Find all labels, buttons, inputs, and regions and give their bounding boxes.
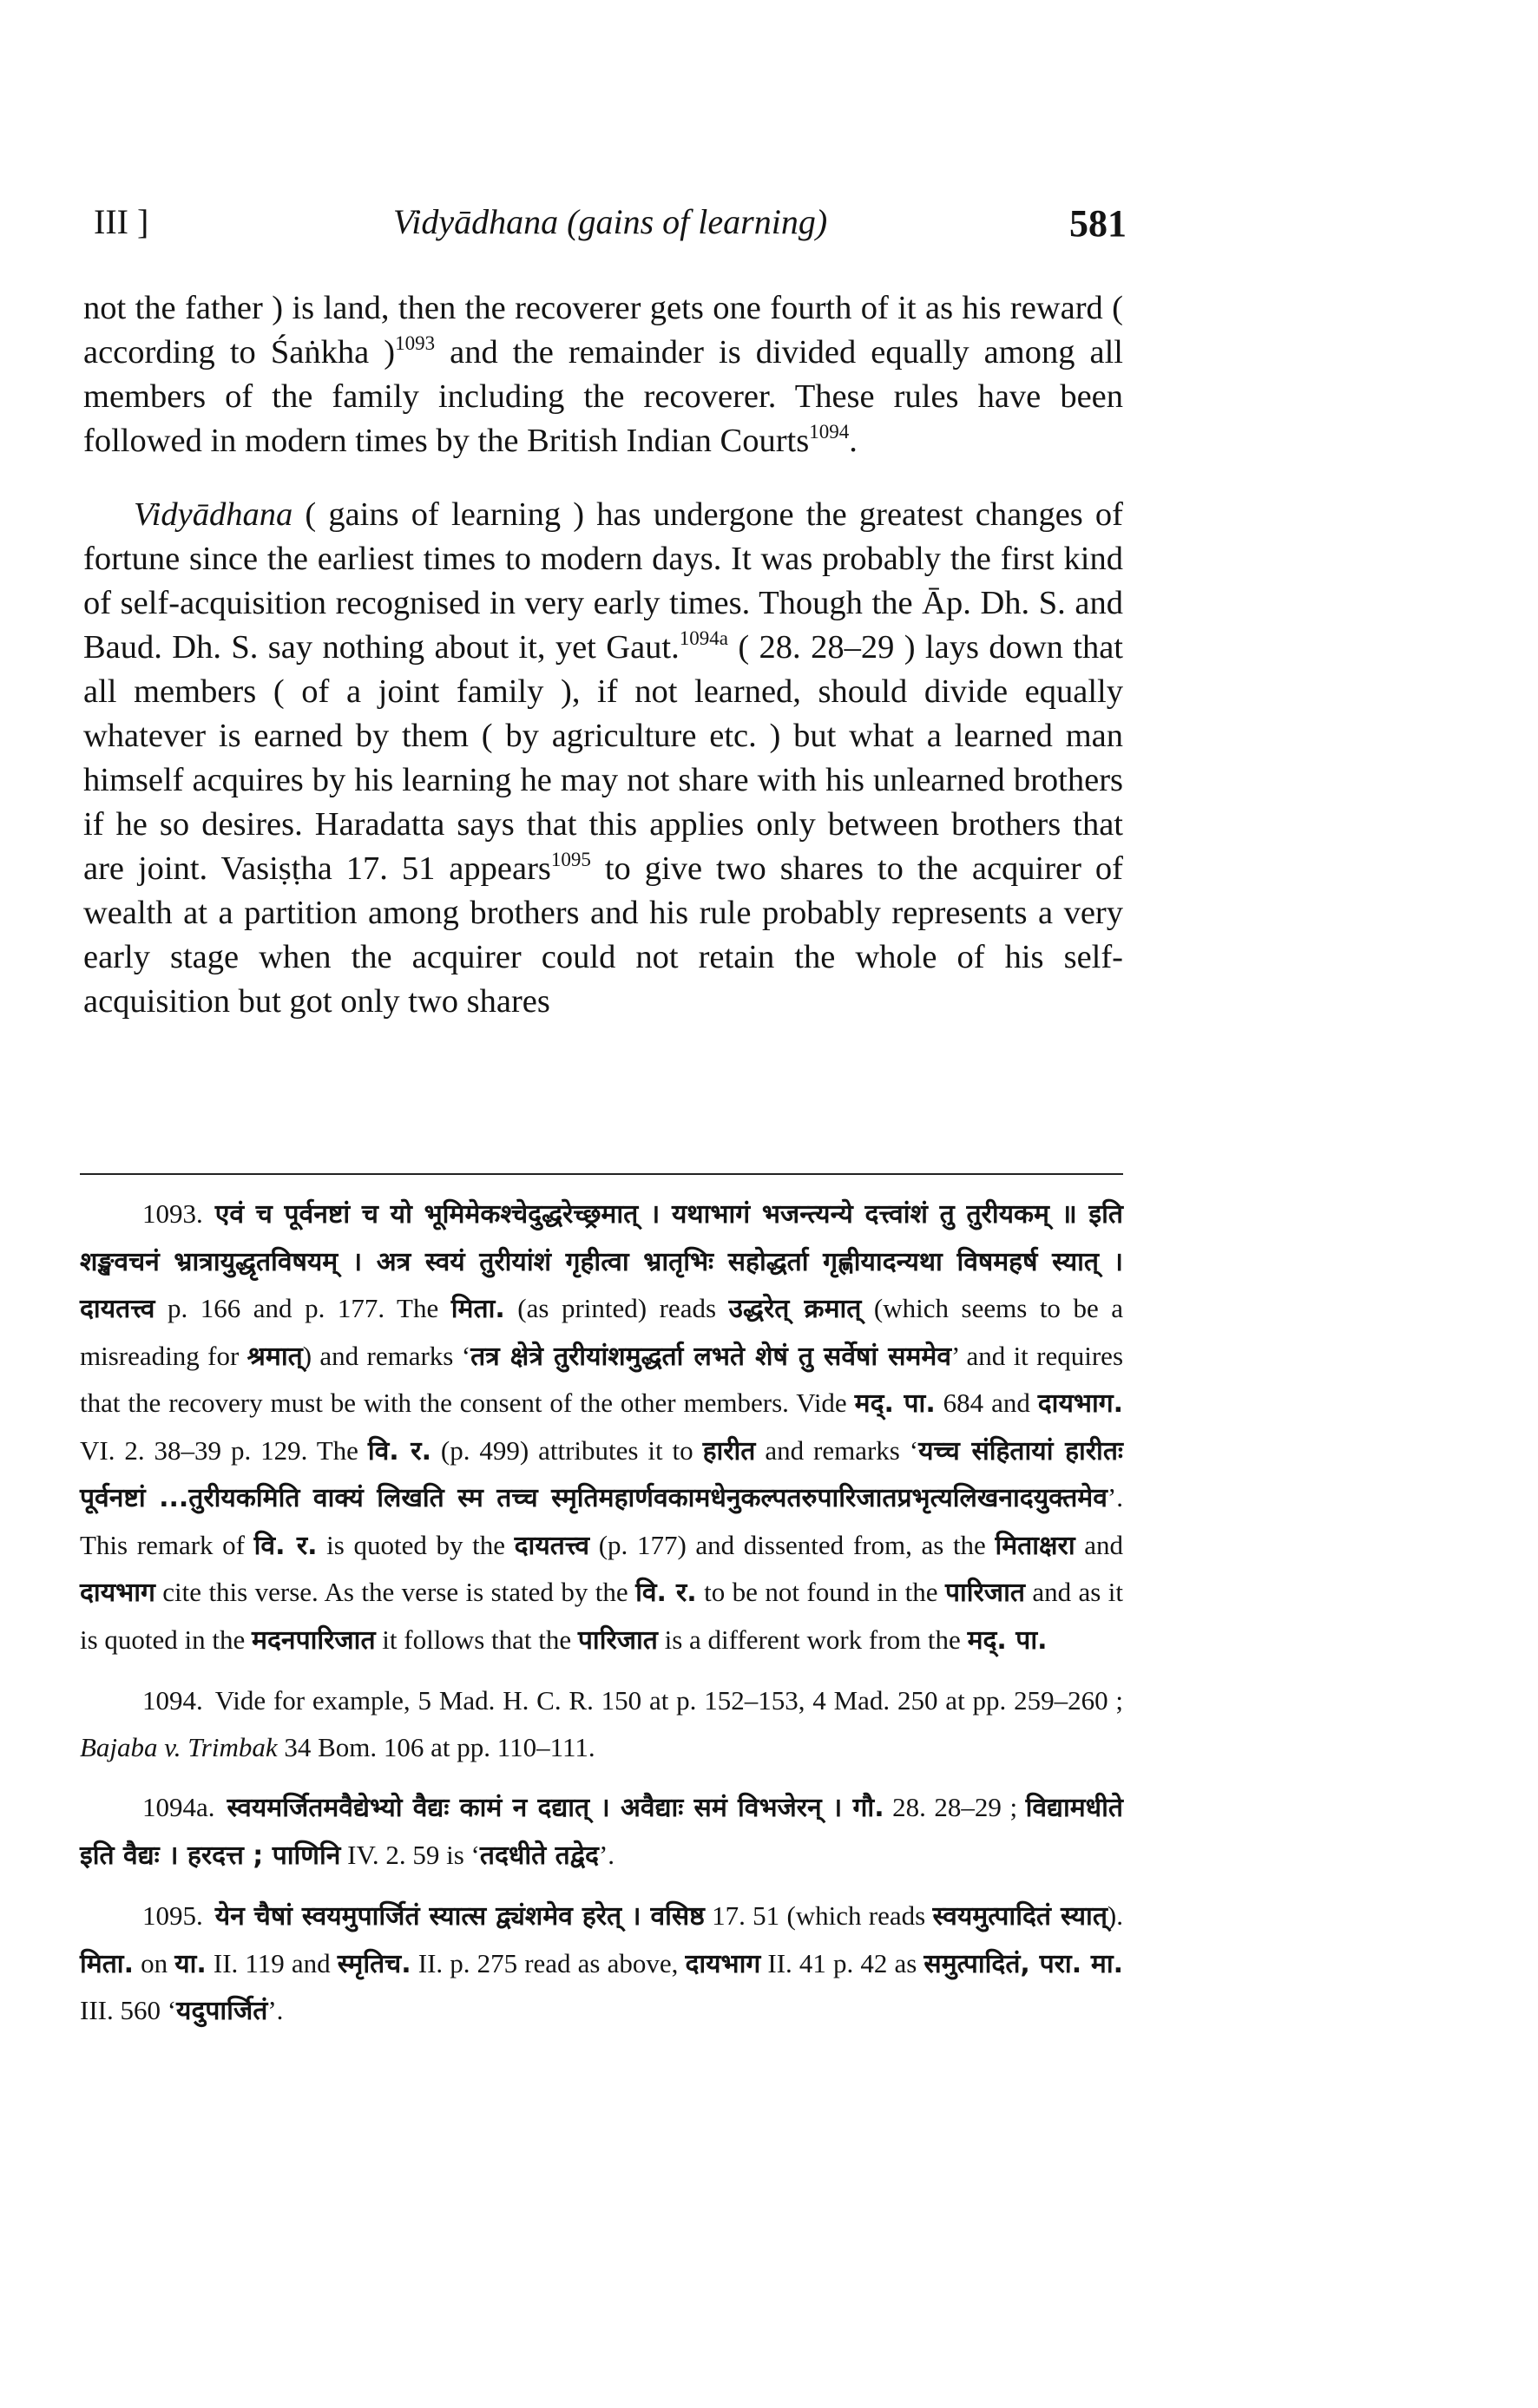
paragraph-2: Vidyādhana ( gains of learning ) has undergone the greatest changes of fortune since the earliest times to modern days. It was probably the first kind of self-acquisition recognised in very early times. Though the Āp. Dh. S. and Baud. Dh. S. say nothing about it, yet Gaut.$^{1094a}$ ( 28. 28–29 ) lays down that all members ( of a joint family ), if not learned, should divide equally whatever is earned by them ( by agriculture etc. ) but what a learned man himself acquires by his learning he may not share with his unlearned brothers if he so desires. Haradatta says that this applies only between brothers that are joint. Vasiṣṭha 17. 51 appears$^{1095}$ to give two shares to the acquirer of wealth at a partition among brothers and his rule probably represents a very early stage when the acquirer could not retain the whole of his self-acquisition but got only two shares bbox=[83, 496, 1123, 1020]
footnote-number: 1094. bbox=[142, 1685, 203, 1716]
paragraph-1: not the father ) is land, then the recoverer gets one fourth of it as his reward ( according to Śaṅkha )$^{1093}$ and the remainder is divided equally among all members of the family including the recoverer. These rules have been followed in modern times by the British Indian Courts$^{1094}$. bbox=[83, 290, 1123, 459]
running-header bbox=[94, 201, 1127, 253]
running-title: Vidyādhana (gains of learning) bbox=[392, 202, 828, 241]
footnote-number: 1094a. bbox=[142, 1792, 215, 1822]
footnote-ref-1094[interactable]: 1094 bbox=[809, 421, 850, 443]
footnote-number: 1093. bbox=[142, 1198, 203, 1229]
case-name: Bajaba v. Trimbak bbox=[80, 1731, 278, 1762]
footnote-number: 1095. bbox=[142, 1900, 203, 1931]
section-number: III ] bbox=[94, 202, 149, 241]
term-vidyadhana: Vidyādhana bbox=[134, 496, 293, 533]
footnote-1093: 1093. एवं च पूर्वनष्टां च यो भूमिमेकश्चेदुद्धरेच्छ्रमात् । यथाभागं भजन्त्यन्ये दत्त्वांशं तु तुरीयकम् ॥ इति शङ्खवचनं भ्रात्रायुद्धृतविषयम् । अत्र स्वयं तुरीयांशं गृहीत्वा भ्रातृभिः सहोद्धर्ता गृह्णीयादन्यथा विषमहर्ष स्यात् । दायतत्त्व p. 166 and p. 177. The मिता. (as printed) reads उद्धरेत् क्रमात् (which seems to be a misreading for श्रमात्) and remarks ‘तत्र क्षेत्रे तुरीयांशमुद्धर्ता लभते शेषं तु सर्वेषां सममेव’ and it requires that the recovery must be with the consent of the other members. Vide मद्. पा. 684 and दायभाग. VI. 2. 38–39 p. 129. The वि. र. (p. 499) attributes it to हारीत and remarks ‘यच्च संहितायां हारीतः पूर्वनष्टां ...तुरीयकमिति वाक्यं लिखति स्म तच्च स्मृतिमहार्णवकामधेनुकल्पतरुपारिजातप्रभृत्यलिखनादयुक्तमेव’. This remark of वि. र. is quoted by the दायतत्त्व (p. 177) and dissented from, as the मिताक्षरा and दायभाग cite this verse. As the verse is stated by the वि. र. to be not found in the पारिजात and as it is quoted in the मदनपारिजात it follows that the पारिजात is a different work from the मद्. पा. bbox=[80, 1198, 1124, 1656]
main-text bbox=[83, 286, 1123, 1024]
page-number: 581 bbox=[1069, 202, 1127, 245]
footnote-1094a: 1094a. स्वयमर्जितमवैद्येभ्यो वैद्यः कामं न दद्यात् । अवैद्याः समं विभजेरन् । गौ. 28. 28–29 ; विद्यामधीते इति वैद्यः । हरदत्त ; पाणिनि IV. 2. 59 is ‘तदधीते तद्वेद’. bbox=[80, 1792, 1123, 1871]
footnote-ref-1093[interactable]: 1093 bbox=[395, 332, 436, 355]
footnote-divider bbox=[80, 1173, 1123, 1175]
footnote-ref-1094a[interactable]: 1094a bbox=[679, 627, 728, 650]
footnotes bbox=[80, 1191, 1123, 2035]
footnote-1094: 1094. Vide for example, 5 Mad. H. C. R. 150 at p. 152–153, 4 Mad. 250 at pp. 259–260 ; Bajaba v. Trimbak 34 Bom. 106 at pp. 110–111. bbox=[80, 1685, 1123, 1762]
footnote-ref-1095[interactable]: 1095 bbox=[550, 849, 591, 871]
footnote-1095: 1095. येन चैषां स्वयमुपार्जितं स्यात्स द्व्यंशमेव हरेत् । वसिष्ठ 17. 51 (which reads स्वयमुत्पादितं स्यात्). मिता. on या. II. 119 and स्मृतिच. II. p. 275 read as above, दायभाग II. 41 p. 42 as समुत्पादितं, परा. मा. III. 560 ‘यदुपार्जितं’. bbox=[80, 1900, 1123, 2026]
